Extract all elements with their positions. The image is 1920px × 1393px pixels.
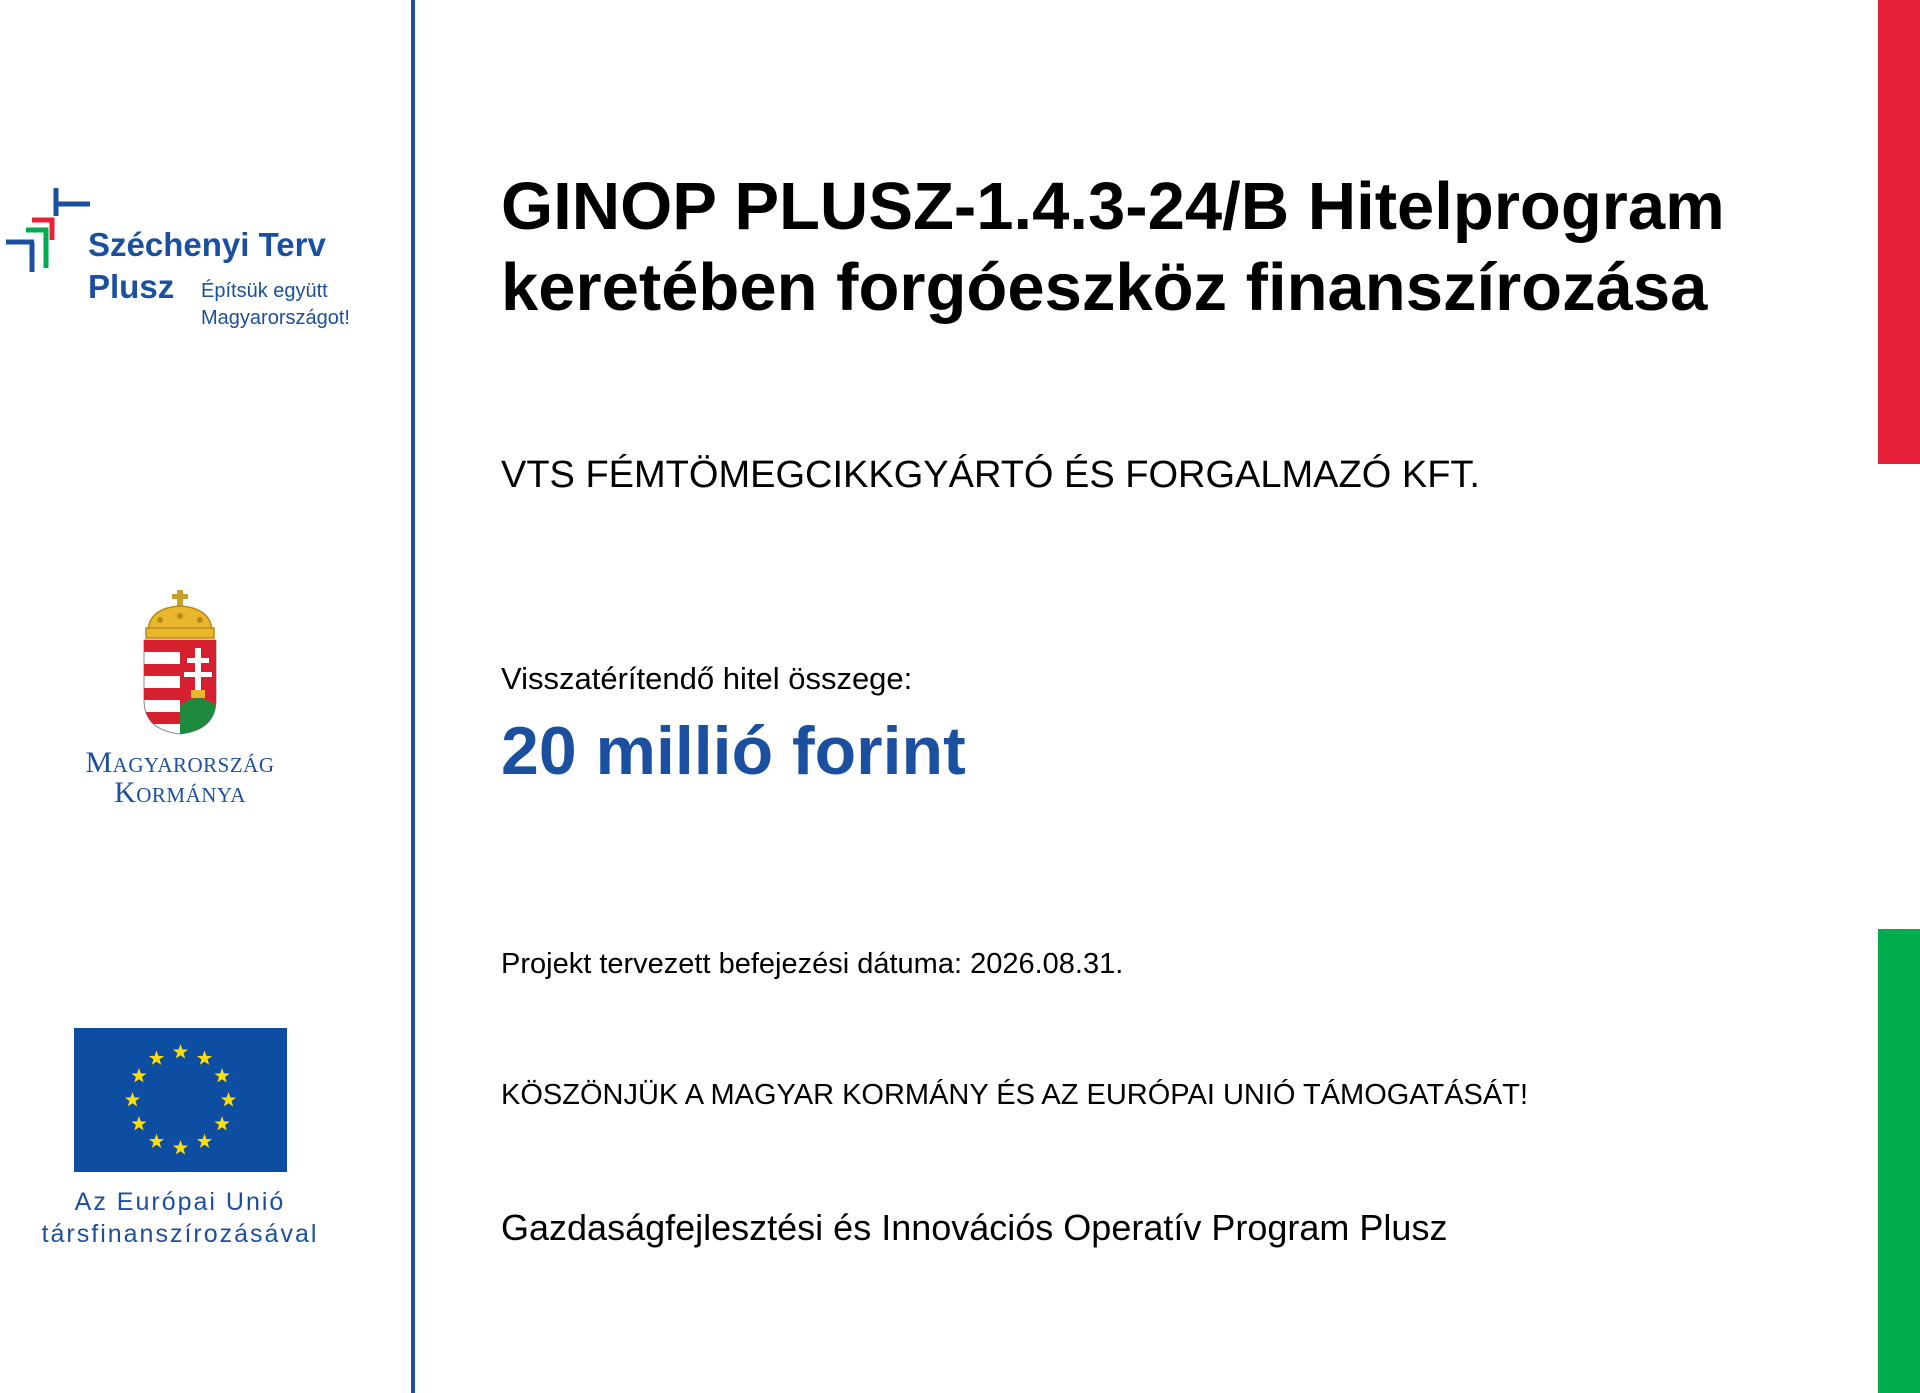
eu-star-icon <box>173 1140 188 1154</box>
title-line-1: GINOP PLUSZ-1.4.3-24/B Hitelprogram <box>501 169 1725 244</box>
slogan-line-2: Magyarországot! <box>201 307 350 329</box>
eu-star-icon <box>197 1134 212 1148</box>
project-end-date: Projekt tervezett befejezési dátuma: 2026.08.31. <box>501 948 1124 980</box>
eu-star-icon <box>173 1044 188 1058</box>
eu-star-icon <box>214 1068 229 1082</box>
loan-amount: 20 millió forint <box>501 713 966 789</box>
government-name <box>60 748 300 808</box>
flag-green-stripe <box>1878 929 1920 1393</box>
eu-star-icon <box>221 1092 236 1106</box>
government-line-1: Magyarország <box>85 746 275 779</box>
loan-label: Visszatérítendő hitel összege: <box>501 661 913 696</box>
company-name: VTS FÉMTÖMEGCIKKGYÁRTÓ ÉS FORGALMAZÓ KFT. <box>501 454 1480 496</box>
szechenyi-terv-logo <box>4 186 364 336</box>
thanks-message: KÖSZÖNJÜK A MAGYAR KORMÁNY ÉS AZ EURÓPAI UNIÓ TÁMOGATÁSÁT! <box>501 1079 1529 1111</box>
vertical-divider <box>411 0 415 1393</box>
szechenyi-title: Széchenyi Terv <box>88 226 326 263</box>
government-logo <box>60 590 300 820</box>
szechenyi-plusz: Plusz <box>88 268 175 305</box>
eu-line-2: társfinanszírozásával <box>41 1220 319 1248</box>
eu-logo <box>20 1028 340 1258</box>
eu-stars <box>74 1028 287 1172</box>
eu-star-icon <box>149 1134 164 1148</box>
eu-flag-icon <box>74 1028 287 1172</box>
szechenyi-slogan <box>201 278 350 332</box>
eu-cofinancing-text <box>20 1186 340 1250</box>
cross-arrows-icon <box>4 186 94 276</box>
eu-star-icon <box>131 1116 146 1130</box>
eu-star-icon <box>149 1050 164 1064</box>
eu-line-1: Az Európai Unió <box>74 1188 286 1216</box>
page-title <box>501 166 1725 328</box>
flag-red-stripe <box>1878 0 1920 464</box>
eu-star-icon <box>131 1068 146 1082</box>
government-line-2: Kormánya <box>114 776 246 809</box>
hungarian-coat-of-arms-icon <box>140 590 220 736</box>
title-line-2: keretében forgóeszköz finanszírozása <box>501 250 1708 325</box>
slogan-line-1: Építsük együtt <box>201 280 328 302</box>
eu-star-icon <box>125 1092 140 1106</box>
eu-star-icon <box>197 1050 212 1064</box>
program-name: Gazdaságfejlesztési és Innovációs Operatív Program Plusz <box>501 1207 1448 1248</box>
eu-star-icon <box>214 1116 229 1130</box>
